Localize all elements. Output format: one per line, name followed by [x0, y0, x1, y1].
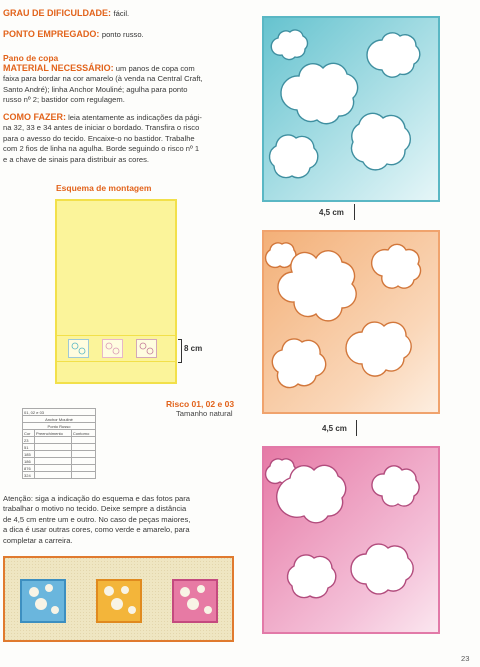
dim-tick-2 [356, 420, 359, 436]
como-text-1: leia atentamente as indicações da pági- [68, 113, 202, 122]
material-text-3: Santo André); linha Anchor Mouliné; agulha para ponto [3, 84, 188, 94]
como-text-2: na 32, 33 e 34 antes de iniciar o bordado. Transfira o risco [3, 123, 200, 133]
key-row: 51 [23, 444, 35, 451]
como-text-4: com 2 fios de linha na agulha. Borde seguindo o risco nº 1 [3, 144, 200, 154]
page-number: 23 [461, 654, 470, 663]
difficulty-value: fácil. [113, 9, 130, 18]
dim-tick-1 [354, 204, 357, 220]
key-row: 186 [23, 458, 35, 465]
atencao-line-3: de 4,5 cm entre um e outro. No caso de peças maiores, [3, 514, 191, 524]
stitch-label: PONTO EMPREGADO: [3, 29, 100, 39]
key-row: 876 [23, 465, 35, 472]
key-stitch: Ponto Russo [23, 423, 96, 430]
difficulty-line [3, 8, 129, 18]
key-col-contorno: Contorno [71, 430, 95, 437]
key-col-cor: Cor [23, 430, 35, 437]
stitch-line [3, 29, 144, 39]
esquema-title: Esquema de montagem [56, 183, 152, 193]
atencao-line-2: trabalhar o motivo no tecido. Deixe sempre a distância [3, 504, 187, 514]
key-row: 185 [23, 451, 35, 458]
pattern-box-blue [262, 16, 440, 202]
material-text-2: faixa para bordar na cor amarelo (à venda na Central Craft, [3, 74, 203, 84]
material-text-1: um panos de copa com [115, 64, 195, 73]
motif-blue [68, 339, 89, 358]
pattern-box-pink [262, 446, 440, 634]
embroidery-photo [3, 556, 234, 642]
atencao-line-1: Atenção: siga a indicação do esquema e das fotos para [3, 494, 191, 503]
embroidery-strip [57, 335, 175, 362]
como-text-5: e a chave de sinais para distribuir as cores. [3, 154, 150, 164]
como-fazer-block [3, 112, 243, 165]
esquema-dim: 8 cm [184, 344, 203, 353]
key-title: 01, 02 e 03 [23, 409, 96, 416]
risco-subtitle: Tamanho natural [176, 409, 233, 418]
pattern-box-orange [262, 230, 440, 414]
motif-rose [136, 339, 157, 358]
atencao-line-5: completar a carreira. [3, 535, 73, 545]
towel-diagram [55, 199, 177, 384]
risco-title: Risco 01, 02 e 03 [166, 399, 235, 409]
como-label: COMO FAZER: [3, 112, 66, 122]
key-col-preench: Preenchimento [34, 430, 71, 437]
como-text-3: para o avesso do tecido. Encaixe-o no bastidor. Trabalhe [3, 133, 195, 143]
atencao-block [3, 494, 243, 546]
material-block [3, 63, 243, 106]
dim-bracket [178, 339, 182, 363]
difficulty-label: GRAU DE DIFICULDADE: [3, 8, 111, 18]
material-text-4: russo nº 2; bastidor com regulagem. [3, 95, 125, 105]
key-brand: Anchor Mouliné [23, 416, 96, 423]
section-title: Pano de copa [3, 53, 59, 63]
key-row: 324 [23, 472, 35, 479]
stitch-value: ponto russo. [101, 30, 144, 39]
color-key [22, 408, 96, 479]
dim-label-2: 4,5 cm [322, 424, 347, 433]
dim-label-1: 4,5 cm [319, 208, 344, 217]
material-label: MATERIAL NECESSÁRIO: [3, 63, 114, 73]
key-row: 23 [23, 437, 35, 444]
atencao-line-4: a dica é usar outras cores, como verde e amarelo, para [3, 525, 190, 535]
motif-pink [102, 339, 123, 358]
